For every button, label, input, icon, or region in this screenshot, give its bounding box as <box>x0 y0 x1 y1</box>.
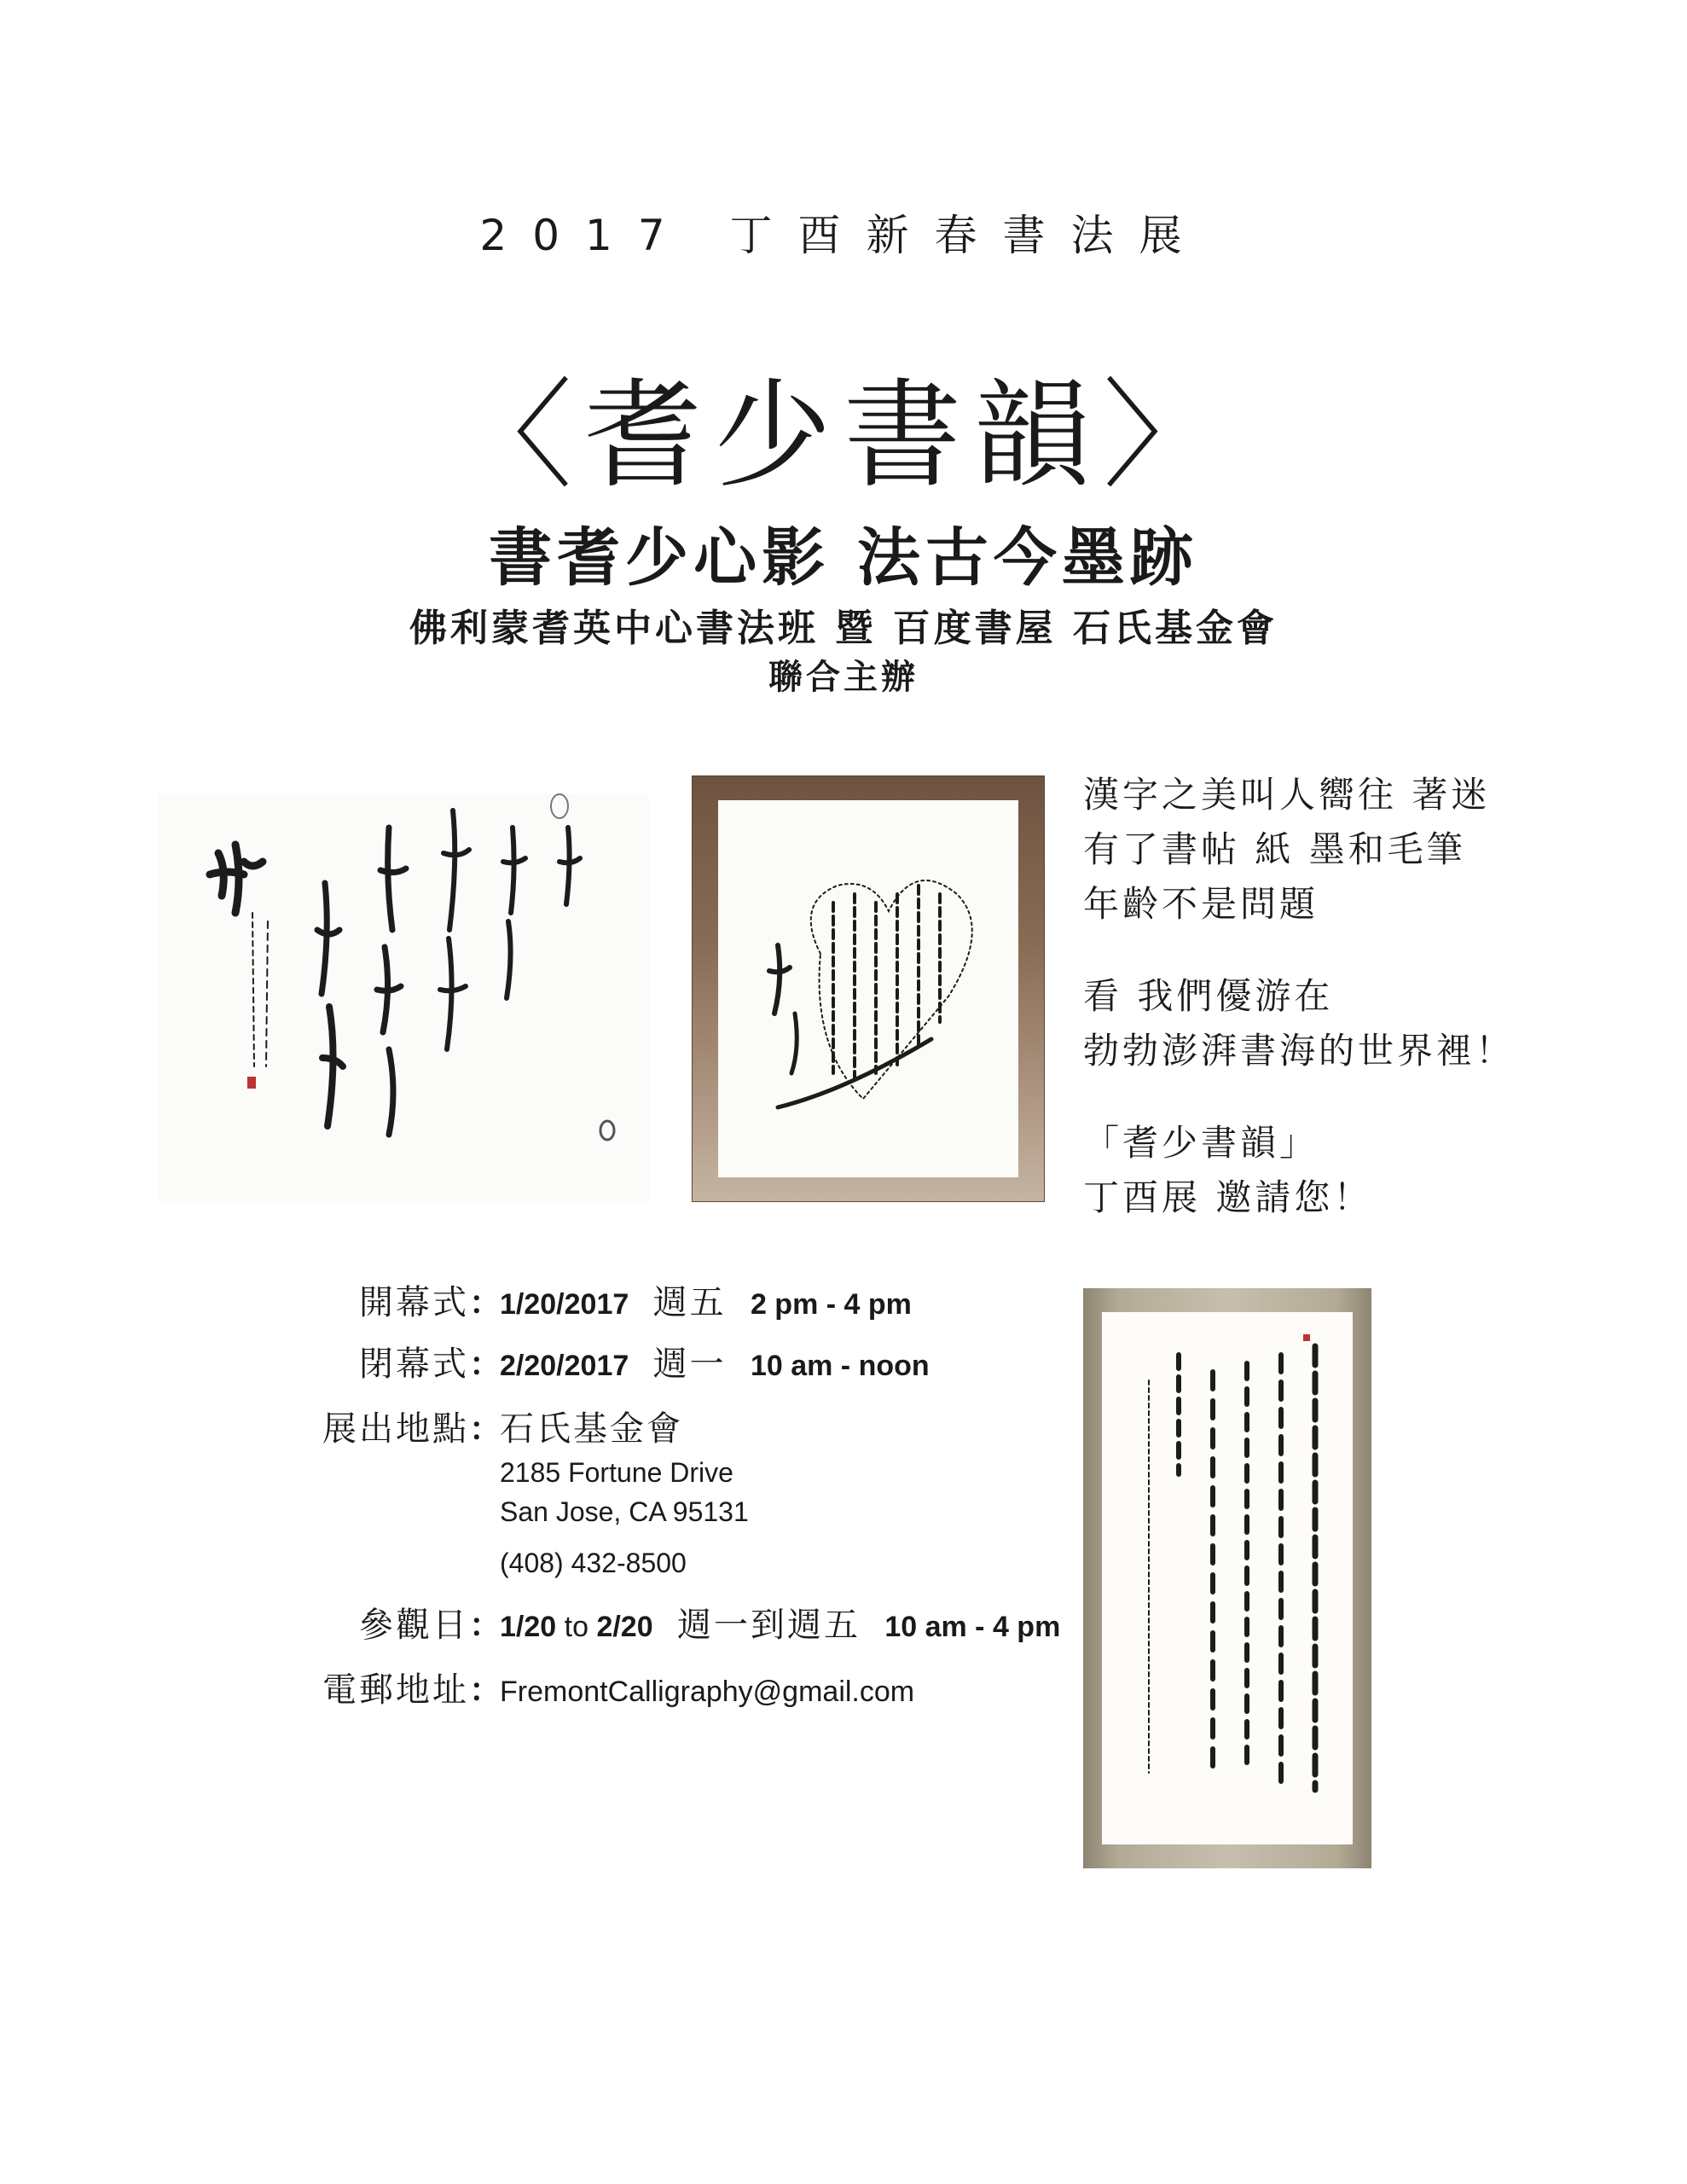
venue-address-line2: San Jose, CA 95131 <box>500 1496 749 1527</box>
event-year-title: 2017 丁酉新春書法展 <box>479 211 1208 260</box>
poem-line: 有了書帖 紙 墨和毛筆 <box>1083 828 1466 870</box>
colon: ： <box>469 1671 502 1709</box>
opening-weekday: 週五 <box>652 1283 727 1322</box>
poem-line: 勃勃澎湃書海的世界裡！ <box>1083 1030 1516 1072</box>
opening-row <box>281 1275 1083 1337</box>
closing-weekday: 週一 <box>652 1345 727 1384</box>
visiting-time: 10 am - 4 pm <box>884 1611 1061 1643</box>
venue-phone: (408) 432-8500 <box>500 1548 687 1578</box>
main-title: 〈耆少書韻〉 <box>454 367 1232 504</box>
colon: ： <box>469 1606 502 1644</box>
poem-line: 漢字之美叫人嚮往 著迷 <box>1083 774 1491 816</box>
poem-line: 看 我們優游在 <box>1083 975 1334 1017</box>
visiting-days: 週一到週五 <box>676 1606 861 1645</box>
calligraphy-artwork-scroll <box>1083 1288 1371 1868</box>
visiting-start: 1/20 <box>500 1611 557 1643</box>
cohost-label: 聯合主辦 <box>768 658 919 697</box>
opening-time: 2 pm - 4 pm <box>750 1288 912 1321</box>
poem-line: 丁酉展 邀請您！ <box>1083 1176 1373 1218</box>
calligraphy-artwork-framed <box>693 776 1044 1201</box>
colon: ： <box>469 1345 502 1383</box>
venue-row <box>281 1402 1083 1453</box>
subtitle: 書耆少心影 法古今墨跡 <box>489 521 1198 595</box>
visiting-to: to <box>564 1611 588 1643</box>
calligraphy-strokes-scroll <box>1102 1312 1353 1844</box>
venue-label: 展出地點 <box>322 1409 469 1449</box>
calligraphy-artwork-left <box>159 793 649 1203</box>
colon: ： <box>469 1284 502 1321</box>
calligraphy-strokes-heart <box>718 800 1018 1177</box>
event-details <box>281 1275 1083 1722</box>
venue-address-line1: 2185 Fortune Drive <box>500 1457 733 1488</box>
email-address[interactable]: FremontCalligraphy@gmail.com <box>500 1676 915 1708</box>
colon: ： <box>469 1410 502 1448</box>
opening-label: 開幕式 <box>359 1283 469 1322</box>
poem-line: 年齡不是問題 <box>1083 883 1319 925</box>
closing-time: 10 am - noon <box>750 1350 930 1382</box>
closing-row <box>281 1337 1083 1402</box>
visiting-end: 2/20 <box>596 1611 653 1643</box>
scroll-paper <box>1102 1312 1353 1844</box>
organizers: 佛利蒙耆英中心書法班 暨 百度書屋 石氏基金會 <box>409 607 1278 650</box>
artwork-mat <box>718 800 1018 1177</box>
calligraphy-strokes-left <box>159 793 649 1203</box>
closing-label: 閉幕式 <box>359 1345 469 1384</box>
visiting-row <box>281 1598 1083 1663</box>
venue-name: 石氏基金會 <box>500 1409 683 1449</box>
closing-date: 2/20/2017 <box>500 1350 629 1382</box>
visiting-label: 參觀日 <box>359 1606 469 1645</box>
email-label: 電郵地址 <box>322 1670 469 1710</box>
invitation-poem <box>1083 768 1629 1225</box>
poem-line: 「耆少書韻」 <box>1083 1122 1319 1164</box>
email-row <box>281 1663 1083 1722</box>
opening-date: 1/20/2017 <box>500 1288 629 1321</box>
